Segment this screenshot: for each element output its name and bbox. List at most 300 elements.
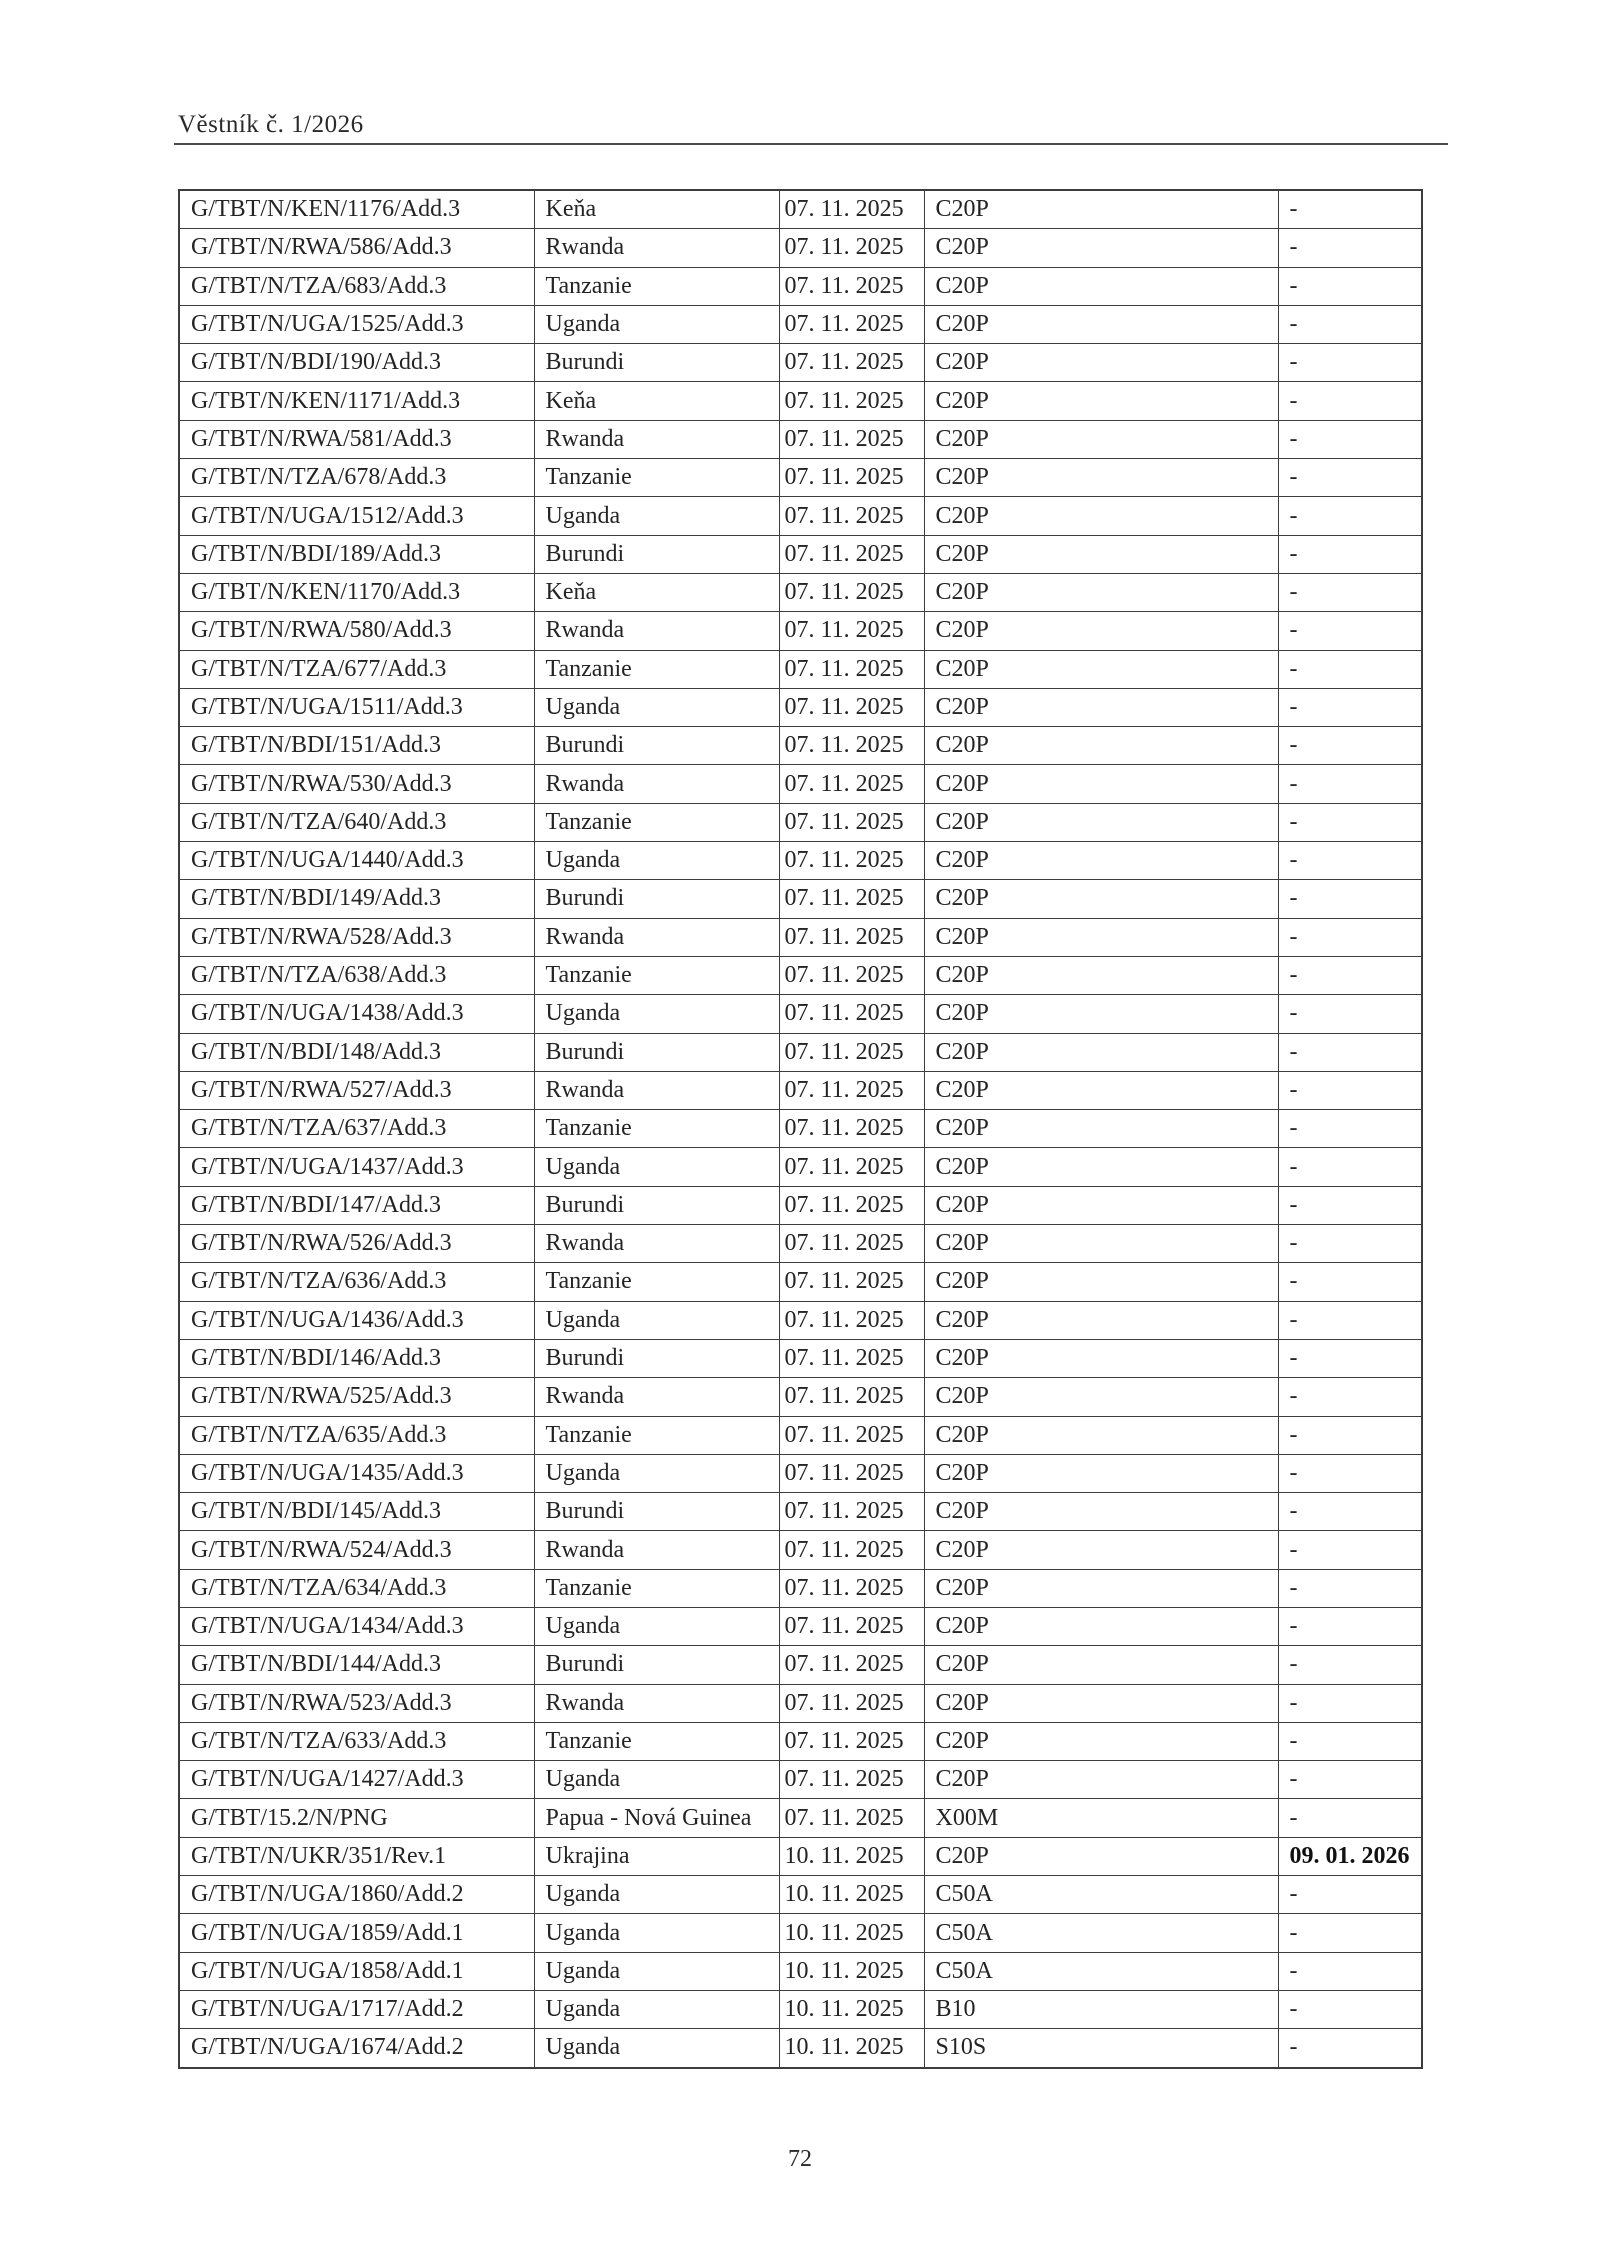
table-row (179, 1148, 1422, 1186)
comment-deadline-cell: - (1278, 497, 1422, 535)
notification-date-cell: 07. 11. 2025 (779, 1799, 924, 1837)
notification-date-cell: 07. 11. 2025 (779, 1531, 924, 1569)
table-row (179, 842, 1422, 880)
notification-date-cell: 07. 11. 2025 (779, 765, 924, 803)
notification-date-cell: 07. 11. 2025 (779, 918, 924, 956)
comment-deadline-cell: - (1278, 420, 1422, 458)
country-cell: Burundi (534, 344, 779, 382)
comment-deadline-cell: - (1278, 1646, 1422, 1684)
country-cell: Burundi (534, 880, 779, 918)
country-cell: Burundi (534, 535, 779, 573)
notification-number-cell: G/TBT/N/UGA/1434/Add.3 (179, 1607, 534, 1645)
country-cell: Rwanda (534, 918, 779, 956)
notification-number-cell: G/TBT/N/TZA/633/Add.3 (179, 1722, 534, 1760)
country-cell: Uganda (534, 842, 779, 880)
notification-date-cell: 07. 11. 2025 (779, 1569, 924, 1607)
table-row (179, 573, 1422, 611)
country-cell: Rwanda (534, 420, 779, 458)
type-code-cell: C20P (924, 1071, 1278, 1109)
table-row (179, 497, 1422, 535)
comment-deadline-cell: - (1278, 1799, 1422, 1837)
country-cell: Rwanda (534, 1225, 779, 1263)
notification-number-cell: G/TBT/N/RWA/525/Add.3 (179, 1378, 534, 1416)
country-cell: Uganda (534, 305, 779, 343)
type-code-cell: C20P (924, 688, 1278, 726)
type-code-cell: C20P (924, 1033, 1278, 1071)
notification-number-cell: G/TBT/N/RWA/528/Add.3 (179, 918, 534, 956)
table-row (179, 612, 1422, 650)
notification-date-cell: 07. 11. 2025 (779, 267, 924, 305)
country-cell: Uganda (534, 1876, 779, 1914)
type-code-cell: C20P (924, 1263, 1278, 1301)
type-code-cell: C20P (924, 1110, 1278, 1148)
notification-date-cell: 10. 11. 2025 (779, 1952, 924, 1990)
table-row (179, 1263, 1422, 1301)
table-row (179, 1071, 1422, 1109)
notification-date-cell: 07. 11. 2025 (779, 1722, 924, 1760)
comment-deadline-cell: - (1278, 1493, 1422, 1531)
comment-deadline-cell: - (1278, 305, 1422, 343)
type-code-cell: C20P (924, 190, 1278, 229)
notification-date-cell: 07. 11. 2025 (779, 842, 924, 880)
country-cell: Uganda (534, 1148, 779, 1186)
country-cell: Rwanda (534, 1531, 779, 1569)
notification-number-cell: G/TBT/N/TZA/638/Add.3 (179, 956, 534, 994)
notification-number-cell: G/TBT/N/KEN/1171/Add.3 (179, 382, 534, 420)
comment-deadline-cell: - (1278, 1071, 1422, 1109)
type-code-cell: C20P (924, 1378, 1278, 1416)
comment-deadline-cell: - (1278, 918, 1422, 956)
country-cell: Uganda (534, 1952, 779, 1990)
comment-deadline-cell: - (1278, 2029, 1422, 2068)
notification-number-cell: G/TBT/N/RWA/530/Add.3 (179, 765, 534, 803)
type-code-cell: C20P (924, 1684, 1278, 1722)
country-cell: Rwanda (534, 1378, 779, 1416)
comment-deadline-cell: - (1278, 650, 1422, 688)
table-row (179, 190, 1422, 229)
type-code-cell: C20P (924, 382, 1278, 420)
table-body (179, 190, 1422, 2068)
type-code-cell: C20P (924, 1454, 1278, 1492)
type-code-cell: C20P (924, 727, 1278, 765)
country-cell: Burundi (534, 1186, 779, 1224)
type-code-cell: C20P (924, 1186, 1278, 1224)
notification-date-cell: 07. 11. 2025 (779, 650, 924, 688)
comment-deadline-cell: - (1278, 1186, 1422, 1224)
type-code-cell: C20P (924, 229, 1278, 267)
country-cell: Uganda (534, 1761, 779, 1799)
notification-date-cell: 07. 11. 2025 (779, 612, 924, 650)
table-row (179, 1378, 1422, 1416)
type-code-cell: C50A (924, 1876, 1278, 1914)
type-code-cell: C20P (924, 995, 1278, 1033)
notification-number-cell: G/TBT/N/TZA/677/Add.3 (179, 650, 534, 688)
comment-deadline-cell: - (1278, 803, 1422, 841)
comment-deadline-cell: - (1278, 1416, 1422, 1454)
type-code-cell: C20P (924, 612, 1278, 650)
notification-number-cell: G/TBT/N/BDI/190/Add.3 (179, 344, 534, 382)
notification-number-cell: G/TBT/N/RWA/581/Add.3 (179, 420, 534, 458)
comment-deadline-cell: - (1278, 1454, 1422, 1492)
table-row (179, 1225, 1422, 1263)
notification-number-cell: G/TBT/N/BDI/146/Add.3 (179, 1339, 534, 1377)
notification-date-cell: 07. 11. 2025 (779, 1110, 924, 1148)
comment-deadline-cell: - (1278, 229, 1422, 267)
header-divider-rule (174, 143, 1448, 145)
country-cell: Tanzanie (534, 459, 779, 497)
table-row (179, 1837, 1422, 1875)
notification-date-cell: 07. 11. 2025 (779, 880, 924, 918)
country-cell: Papua - Nová Guinea (534, 1799, 779, 1837)
type-code-cell: C20P (924, 344, 1278, 382)
type-code-cell: C20P (924, 1225, 1278, 1263)
notification-number-cell: G/TBT/N/RWA/580/Add.3 (179, 612, 534, 650)
notification-number-cell: G/TBT/N/UGA/1860/Add.2 (179, 1876, 534, 1914)
country-cell: Uganda (534, 1607, 779, 1645)
table-row (179, 995, 1422, 1033)
comment-deadline-cell: - (1278, 190, 1422, 229)
comment-deadline-cell: - (1278, 995, 1422, 1033)
country-cell: Burundi (534, 1033, 779, 1071)
notification-date-cell: 07. 11. 2025 (779, 573, 924, 611)
notification-number-cell: G/TBT/N/BDI/147/Add.3 (179, 1186, 534, 1224)
type-code-cell: C20P (924, 497, 1278, 535)
notification-number-cell: G/TBT/N/TZA/634/Add.3 (179, 1569, 534, 1607)
notification-number-cell: G/TBT/N/RWA/524/Add.3 (179, 1531, 534, 1569)
comment-deadline-cell: - (1278, 267, 1422, 305)
table-row (179, 1339, 1422, 1377)
notification-date-cell: 10. 11. 2025 (779, 1914, 924, 1952)
notification-date-cell: 07. 11. 2025 (779, 535, 924, 573)
comment-deadline-cell: - (1278, 1148, 1422, 1186)
table-row (179, 1684, 1422, 1722)
type-code-cell: C20P (924, 1148, 1278, 1186)
type-code-cell: C50A (924, 1952, 1278, 1990)
notification-number-cell: G/TBT/N/RWA/527/Add.3 (179, 1071, 534, 1109)
table-row (179, 1569, 1422, 1607)
comment-deadline-cell: - (1278, 1761, 1422, 1799)
table-row (179, 1493, 1422, 1531)
table-row (179, 267, 1422, 305)
type-code-cell: C20P (924, 1569, 1278, 1607)
notification-number-cell: G/TBT/N/UGA/1437/Add.3 (179, 1148, 534, 1186)
notification-number-cell: G/TBT/N/UGA/1511/Add.3 (179, 688, 534, 726)
type-code-cell: C20P (924, 1301, 1278, 1339)
comment-deadline-cell: - (1278, 1876, 1422, 1914)
country-cell: Uganda (534, 995, 779, 1033)
notification-number-cell: G/TBT/N/BDI/145/Add.3 (179, 1493, 534, 1531)
country-cell: Rwanda (534, 1071, 779, 1109)
table-row (179, 1110, 1422, 1148)
type-code-cell: C20P (924, 1416, 1278, 1454)
country-cell: Uganda (534, 1914, 779, 1952)
type-code-cell: C20P (924, 573, 1278, 611)
table-row (179, 1033, 1422, 1071)
country-cell: Keňa (534, 573, 779, 611)
table-row (179, 1990, 1422, 2028)
comment-deadline-cell: - (1278, 1990, 1422, 2028)
country-cell: Keňa (534, 190, 779, 229)
notification-number-cell: G/TBT/15.2/N/PNG (179, 1799, 534, 1837)
notification-number-cell: G/TBT/N/UGA/1512/Add.3 (179, 497, 534, 535)
comment-deadline-cell: 09. 01. 2026 (1278, 1837, 1422, 1875)
notification-number-cell: G/TBT/N/TZA/635/Add.3 (179, 1416, 534, 1454)
type-code-cell: C20P (924, 1607, 1278, 1645)
page-title (178, 111, 364, 139)
country-cell: Burundi (534, 727, 779, 765)
country-cell: Uganda (534, 497, 779, 535)
notification-number-cell: G/TBT/N/TZA/678/Add.3 (179, 459, 534, 497)
comment-deadline-cell: - (1278, 1531, 1422, 1569)
comment-deadline-cell: - (1278, 535, 1422, 573)
notification-date-cell: 07. 11. 2025 (779, 803, 924, 841)
country-cell: Uganda (534, 1454, 779, 1492)
table-row (179, 1876, 1422, 1914)
notification-date-cell: 07. 11. 2025 (779, 497, 924, 535)
type-code-cell: C20P (924, 880, 1278, 918)
table-row (179, 880, 1422, 918)
type-code-cell: C20P (924, 918, 1278, 956)
type-code-cell: X00M (924, 1799, 1278, 1837)
country-cell: Tanzanie (534, 1722, 779, 1760)
notification-number-cell: G/TBT/N/RWA/586/Add.3 (179, 229, 534, 267)
type-code-cell: C20P (924, 1339, 1278, 1377)
comment-deadline-cell: - (1278, 727, 1422, 765)
country-cell: Tanzanie (534, 1569, 779, 1607)
type-code-cell: B10 (924, 1990, 1278, 2028)
notification-number-cell: G/TBT/N/UKR/351/Rev.1 (179, 1837, 534, 1875)
notification-date-cell: 10. 11. 2025 (779, 1876, 924, 1914)
comment-deadline-cell: - (1278, 880, 1422, 918)
notification-date-cell: 07. 11. 2025 (779, 1684, 924, 1722)
comment-deadline-cell: - (1278, 344, 1422, 382)
table-row (179, 344, 1422, 382)
table-row (179, 765, 1422, 803)
country-cell: Burundi (534, 1493, 779, 1531)
country-cell: Tanzanie (534, 1110, 779, 1148)
country-cell: Uganda (534, 2029, 779, 2068)
country-cell: Rwanda (534, 765, 779, 803)
comment-deadline-cell: - (1278, 573, 1422, 611)
notification-date-cell: 07. 11. 2025 (779, 229, 924, 267)
table-row (179, 918, 1422, 956)
type-code-cell: C20P (924, 1722, 1278, 1760)
country-cell: Tanzanie (534, 956, 779, 994)
type-code-cell: C20P (924, 459, 1278, 497)
notification-date-cell: 07. 11. 2025 (779, 1186, 924, 1224)
table-row (179, 420, 1422, 458)
country-cell: Burundi (534, 1646, 779, 1684)
notification-date-cell: 07. 11. 2025 (779, 727, 924, 765)
table-row (179, 1761, 1422, 1799)
country-cell: Tanzanie (534, 267, 779, 305)
type-code-cell: C20P (924, 842, 1278, 880)
comment-deadline-cell: - (1278, 1110, 1422, 1148)
notification-number-cell: G/TBT/N/UGA/1717/Add.2 (179, 1990, 534, 2028)
type-code-cell: C20P (924, 535, 1278, 573)
country-cell: Tanzanie (534, 650, 779, 688)
country-cell: Burundi (534, 1339, 779, 1377)
table-row (179, 1301, 1422, 1339)
comment-deadline-cell: - (1278, 1569, 1422, 1607)
notification-number-cell: G/TBT/N/BDI/189/Add.3 (179, 535, 534, 573)
gazette-title: Věstník č. 1/2026 (178, 111, 364, 138)
comment-deadline-cell: - (1278, 688, 1422, 726)
notification-number-cell: G/TBT/N/BDI/148/Add.3 (179, 1033, 534, 1071)
type-code-cell: C20P (924, 650, 1278, 688)
notification-number-cell: G/TBT/N/TZA/640/Add.3 (179, 803, 534, 841)
notification-date-cell: 07. 11. 2025 (779, 190, 924, 229)
notification-number-cell: G/TBT/N/BDI/149/Add.3 (179, 880, 534, 918)
notification-date-cell: 07. 11. 2025 (779, 1225, 924, 1263)
notification-number-cell: G/TBT/N/TZA/683/Add.3 (179, 267, 534, 305)
notification-number-cell: G/TBT/N/UGA/1859/Add.1 (179, 1914, 534, 1952)
table-row (179, 1531, 1422, 1569)
notification-number-cell: G/TBT/N/KEN/1176/Add.3 (179, 190, 534, 229)
type-code-cell: C20P (924, 1761, 1278, 1799)
notification-date-cell: 07. 11. 2025 (779, 1071, 924, 1109)
notification-number-cell: G/TBT/N/UGA/1440/Add.3 (179, 842, 534, 880)
comment-deadline-cell: - (1278, 956, 1422, 994)
notification-date-cell: 07. 11. 2025 (779, 1378, 924, 1416)
country-cell: Tanzanie (534, 1263, 779, 1301)
comment-deadline-cell: - (1278, 1339, 1422, 1377)
comment-deadline-cell: - (1278, 1914, 1422, 1952)
table-row (179, 459, 1422, 497)
table-row (179, 803, 1422, 841)
table-row (179, 1607, 1422, 1645)
comment-deadline-cell: - (1278, 1952, 1422, 1990)
page-number: 72 (788, 2146, 812, 2172)
notification-date-cell: 07. 11. 2025 (779, 1454, 924, 1492)
table-row (179, 1416, 1422, 1454)
table-row (179, 956, 1422, 994)
comment-deadline-cell: - (1278, 1684, 1422, 1722)
table-row (179, 1952, 1422, 1990)
country-cell: Uganda (534, 1990, 779, 2028)
country-cell: Tanzanie (534, 803, 779, 841)
notification-date-cell: 07. 11. 2025 (779, 305, 924, 343)
notification-number-cell: G/TBT/N/UGA/1427/Add.3 (179, 1761, 534, 1799)
country-cell: Uganda (534, 688, 779, 726)
type-code-cell: C20P (924, 1646, 1278, 1684)
country-cell: Uganda (534, 1301, 779, 1339)
notification-date-cell: 10. 11. 2025 (779, 1990, 924, 2028)
notification-number-cell: G/TBT/N/BDI/144/Add.3 (179, 1646, 534, 1684)
comment-deadline-cell: - (1278, 1033, 1422, 1071)
notification-date-cell: 07. 11. 2025 (779, 1301, 924, 1339)
type-code-cell: C20P (924, 765, 1278, 803)
notification-date-cell: 07. 11. 2025 (779, 1339, 924, 1377)
table-row (179, 382, 1422, 420)
comment-deadline-cell: - (1278, 1263, 1422, 1301)
notification-number-cell: G/TBT/N/KEN/1170/Add.3 (179, 573, 534, 611)
notification-date-cell: 07. 11. 2025 (779, 1607, 924, 1645)
table-row (179, 1722, 1422, 1760)
notification-date-cell: 07. 11. 2025 (779, 1646, 924, 1684)
comment-deadline-cell: - (1278, 1301, 1422, 1339)
notification-number-cell: G/TBT/N/TZA/637/Add.3 (179, 1110, 534, 1148)
notification-date-cell: 07. 11. 2025 (779, 382, 924, 420)
table-row (179, 1454, 1422, 1492)
country-cell: Keňa (534, 382, 779, 420)
notification-date-cell: 07. 11. 2025 (779, 344, 924, 382)
notification-number-cell: G/TBT/N/RWA/523/Add.3 (179, 1684, 534, 1722)
table-row (179, 305, 1422, 343)
type-code-cell: S10S (924, 2029, 1278, 2068)
comment-deadline-cell: - (1278, 1722, 1422, 1760)
type-code-cell: C20P (924, 420, 1278, 458)
notification-date-cell: 07. 11. 2025 (779, 956, 924, 994)
notification-number-cell: G/TBT/N/UGA/1674/Add.2 (179, 2029, 534, 2068)
table-row (179, 229, 1422, 267)
comment-deadline-cell: - (1278, 842, 1422, 880)
table-row (179, 650, 1422, 688)
type-code-cell: C20P (924, 803, 1278, 841)
comment-deadline-cell: - (1278, 1607, 1422, 1645)
table-row (179, 1914, 1422, 1952)
comment-deadline-cell: - (1278, 459, 1422, 497)
notification-number-cell: G/TBT/N/UGA/1438/Add.3 (179, 995, 534, 1033)
notification-date-cell: 07. 11. 2025 (779, 459, 924, 497)
notification-number-cell: G/TBT/N/UGA/1435/Add.3 (179, 1454, 534, 1492)
notification-date-cell: 07. 11. 2025 (779, 1493, 924, 1531)
notification-date-cell: 10. 11. 2025 (779, 1837, 924, 1875)
notification-number-cell: G/TBT/N/RWA/526/Add.3 (179, 1225, 534, 1263)
type-code-cell: C20P (924, 1493, 1278, 1531)
type-code-cell: C20P (924, 305, 1278, 343)
notification-date-cell: 07. 11. 2025 (779, 688, 924, 726)
notification-number-cell: G/TBT/N/BDI/151/Add.3 (179, 727, 534, 765)
comment-deadline-cell: - (1278, 612, 1422, 650)
country-cell: Rwanda (534, 229, 779, 267)
notification-date-cell: 07. 11. 2025 (779, 1416, 924, 1454)
comment-deadline-cell: - (1278, 1378, 1422, 1416)
notification-number-cell: G/TBT/N/UGA/1436/Add.3 (179, 1301, 534, 1339)
table-row (179, 2029, 1422, 2068)
notification-date-cell: 07. 11. 2025 (779, 995, 924, 1033)
type-code-cell: C20P (924, 267, 1278, 305)
table-row (179, 688, 1422, 726)
country-cell: Rwanda (534, 612, 779, 650)
tbt-notifications-table (178, 189, 1423, 2069)
country-cell: Tanzanie (534, 1416, 779, 1454)
country-cell: Ukrajina (534, 1837, 779, 1875)
notification-number-cell: G/TBT/N/UGA/1525/Add.3 (179, 305, 534, 343)
notification-date-cell: 10. 11. 2025 (779, 2029, 924, 2068)
type-code-cell: C50A (924, 1914, 1278, 1952)
table-row (179, 1799, 1422, 1837)
comment-deadline-cell: - (1278, 1225, 1422, 1263)
table-row (179, 1646, 1422, 1684)
country-cell: Rwanda (534, 1684, 779, 1722)
comment-deadline-cell: - (1278, 382, 1422, 420)
notification-date-cell: 07. 11. 2025 (779, 420, 924, 458)
notification-number-cell: G/TBT/N/TZA/636/Add.3 (179, 1263, 534, 1301)
table-row (179, 1186, 1422, 1224)
notification-date-cell: 07. 11. 2025 (779, 1761, 924, 1799)
notification-date-cell: 07. 11. 2025 (779, 1033, 924, 1071)
comment-deadline-cell: - (1278, 765, 1422, 803)
notification-date-cell: 07. 11. 2025 (779, 1148, 924, 1186)
notification-number-cell: G/TBT/N/UGA/1858/Add.1 (179, 1952, 534, 1990)
notification-date-cell: 07. 11. 2025 (779, 1263, 924, 1301)
type-code-cell: C20P (924, 1531, 1278, 1569)
type-code-cell: C20P (924, 956, 1278, 994)
table-row (179, 535, 1422, 573)
table-row (179, 727, 1422, 765)
type-code-cell: C20P (924, 1837, 1278, 1875)
